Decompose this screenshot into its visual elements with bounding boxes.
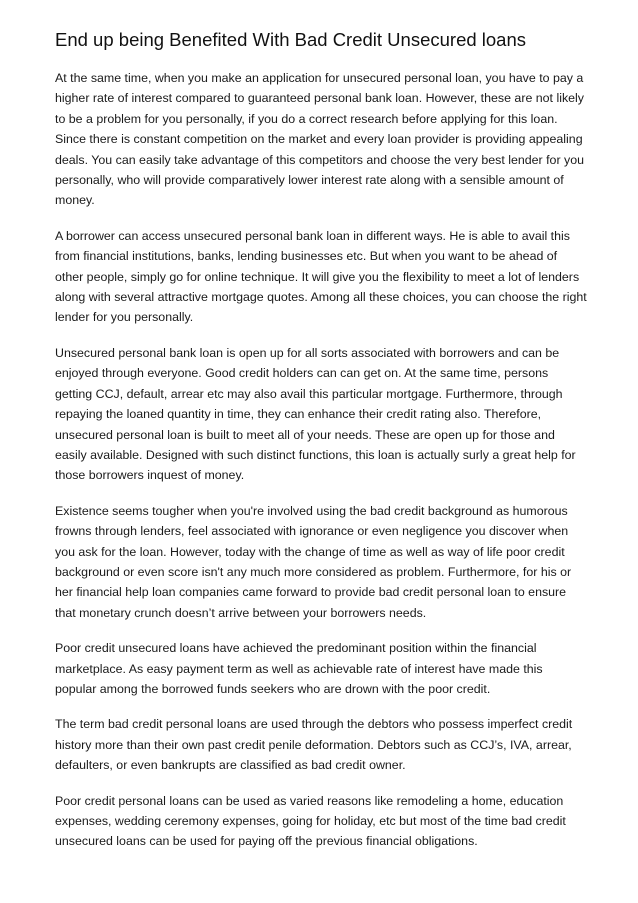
paragraph-3: Unsecured personal bank loan is open up for all sorts associated with borrowers and can be enjoyed through everyone. Good credit holders can can get on. At the same time, persons getting CCJ, default, arrear etc may also avail this particular mortgage. Furthermore, through repaying the loaned quantity in time, they can enhance their credit rating also. Therefore, unsecured personal loan is built to meet all of your needs. These are open up for those and easily available. Designed with such distinct functions, this loan is actually surly a great help for those borrowers inquest of money. <box>55 345 576 483</box>
paragraph-5: Poor credit unsecured loans have achieved the predominant position within the financial marketplace. As easy payment term as well as achievable rate of interest have made this popular among the borrowed funds seekers who are drown with the poor credit. <box>55 641 543 696</box>
paragraph-4: Existence seems tougher when you're involved using the bad credit background as humorous frowns through lenders, feel associated with ignorance or even negligence you discover when you ask for the loan. However, today with the change of time as well as way of life poor credit background or even score isn't any much more considered as problem. Furthermore, for his or her financial help loan companies came forward to provide bad credit personal loan to ensure that monetary crunch doesn’t arrive between your borrowers needs. <box>55 503 572 620</box>
paragraph-7: Poor credit personal loans can be used as varied reasons like remodeling a home, education expenses, wedding ceremony expenses, going for holiday, etc but most of the time bad credit unsecured loans can be used for paying off the previous financial obligations. <box>55 793 566 849</box>
document-page <box>55 26 587 867</box>
paragraph-6: The term bad credit personal loans are used through the debtors who possess imperfect credit history more than their own past credit penile deformation. Debtors such as CCJ’s, IVA, arrear, defaulters, or even bankrupts are classified as bad credit owner. <box>55 717 573 773</box>
paragraph-2: A borrower can access unsecured personal bank loan in different ways. He is able to avail this from financial institutions, banks, lending businesses etc. But when you want to be ahead of other people, simply go for online technique. It will give you the flexibility to meet a lot of lenders along with several attractive mortgage quotes. Among all these choices, you can choose the right lender for you personally. <box>55 228 587 325</box>
paragraph-1: At the same time, when you make an application for unsecured personal loan, you have to pay a higher rate of interest compared to guaranteed personal bank loan. However, these are not likely to be a problem for you personally, if you do a correct research before applying for this loan. Since there is constant competition on the market and every loan provider is providing appealing deals. You can easily take advantage of this competitors and choose the very best lender for you personally, who will provide comparatively lower interest rate along with a sensible amount of money. <box>55 71 584 208</box>
document-title: End up being Benefited With Bad Credit Unsecured loans <box>55 29 527 50</box>
